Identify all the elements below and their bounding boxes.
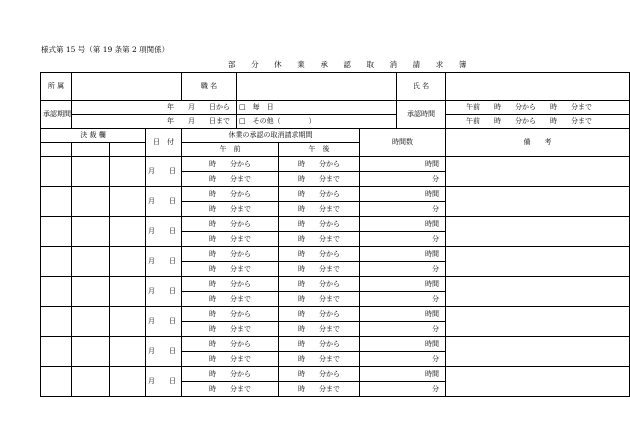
am-to-cell[interactable]: 時 分まで <box>182 382 279 397</box>
column-header-row-1 <box>41 129 630 143</box>
pm-to-cell[interactable]: 時 分まで <box>279 172 360 187</box>
decision-stamp-cell[interactable] <box>72 157 110 187</box>
minutes-cell[interactable]: 分 <box>360 172 446 187</box>
am-to-cell[interactable]: 時 分まで <box>182 292 279 307</box>
affiliation-field[interactable] <box>72 73 182 101</box>
record-row <box>41 337 630 352</box>
record-row <box>41 307 630 322</box>
decision-stamp-cell[interactable] <box>72 307 110 337</box>
am-from-cell[interactable]: 時 分から <box>182 187 279 202</box>
form-title: 部 分 休 業 承 認 取 消 請 求 簿 <box>228 60 473 69</box>
approval-row-1 <box>41 101 630 115</box>
date-cell[interactable]: 月 日 <box>146 247 182 277</box>
remarks-cell[interactable] <box>446 217 630 247</box>
post-field[interactable] <box>237 73 397 101</box>
record-row <box>41 247 630 262</box>
decision-stamp-cell[interactable] <box>72 337 110 367</box>
decision-stamp-cell[interactable] <box>72 367 110 397</box>
decision-stamp-cell[interactable] <box>72 277 110 307</box>
decision-stamp-cell[interactable] <box>110 277 146 307</box>
date-cell[interactable]: 月 日 <box>146 367 182 397</box>
decision-stamp-cell[interactable] <box>110 187 146 217</box>
pm-to-cell[interactable]: 時 分まで <box>279 232 360 247</box>
minutes-cell[interactable]: 分 <box>360 352 446 367</box>
hours-cell[interactable]: 時間 <box>360 337 446 352</box>
remarks-cell[interactable] <box>446 367 630 397</box>
am-column-header: 午 前 <box>182 143 279 157</box>
record-row <box>41 367 630 382</box>
hours-cell[interactable]: 時間 <box>360 247 446 262</box>
am-to-cell[interactable]: 時 分まで <box>182 352 279 367</box>
pm-to-cell[interactable]: 時 分まで <box>279 262 360 277</box>
cancellation-register-table <box>40 72 630 397</box>
minutes-cell[interactable]: 分 <box>360 322 446 337</box>
pm-from-cell[interactable]: 時 分から <box>279 307 360 322</box>
date-column-header: 日 付 <box>146 129 182 157</box>
header-row <box>41 73 630 101</box>
decision-stamp-header-2 <box>72 143 110 157</box>
am-from-cell[interactable]: 時 分から <box>182 157 279 172</box>
date-cell[interactable]: 月 日 <box>146 337 182 367</box>
decision-stamp-cell[interactable] <box>110 307 146 337</box>
decision-stamp-header-1 <box>41 143 72 157</box>
form-reference: 様式第 15 号（第 19 条第 2 項関係） <box>41 45 170 54</box>
hours-column-header: 時間数 <box>360 129 446 157</box>
hours-cell[interactable]: 時間 <box>360 217 446 232</box>
pm-to-cell[interactable]: 時 分まで <box>279 292 360 307</box>
cancel-period-header: 休業の承認の取消請求期間 <box>182 129 360 143</box>
decision-stamp-header-3 <box>110 143 146 157</box>
am-from-cell[interactable]: 時 分から <box>182 367 279 382</box>
minutes-cell[interactable]: 分 <box>360 202 446 217</box>
pm-column-header: 午 後 <box>279 143 360 157</box>
date-cell[interactable]: 月 日 <box>146 157 182 187</box>
pm-from-cell[interactable]: 時 分から <box>279 277 360 292</box>
hours-cell[interactable]: 時間 <box>360 367 446 382</box>
date-cell[interactable]: 月 日 <box>146 307 182 337</box>
date-cell[interactable]: 月 日 <box>146 217 182 247</box>
date-cell[interactable]: 月 日 <box>146 277 182 307</box>
am-to-cell[interactable]: 時 分まで <box>182 322 279 337</box>
remarks-cell[interactable] <box>446 157 630 187</box>
pm-from-cell[interactable]: 時 分から <box>279 157 360 172</box>
pm-from-cell[interactable]: 時 分から <box>279 337 360 352</box>
record-row <box>41 217 630 232</box>
am-to-cell[interactable]: 時 分まで <box>182 232 279 247</box>
am-from-cell[interactable]: 時 分から <box>182 247 279 262</box>
remarks-cell[interactable] <box>446 277 630 307</box>
approval-row-2 <box>41 115 630 129</box>
other-option[interactable]: □ その他（ ） <box>237 115 397 129</box>
decision-stamp-cell[interactable] <box>72 217 110 247</box>
pm-from-cell[interactable]: 時 分から <box>279 217 360 232</box>
decision-stamp-cell[interactable] <box>110 337 146 367</box>
pm-to-cell[interactable]: 時 分まで <box>279 322 360 337</box>
minutes-cell[interactable]: 分 <box>360 232 446 247</box>
name-label: 氏 名 <box>397 73 446 101</box>
decision-stamp-cell[interactable] <box>41 277 72 307</box>
name-field[interactable] <box>446 73 630 101</box>
decision-column-header: 決 裁 欄 <box>41 129 146 143</box>
hours-cell[interactable]: 時間 <box>360 277 446 292</box>
remarks-cell[interactable] <box>446 337 630 367</box>
minutes-cell[interactable]: 分 <box>360 292 446 307</box>
approval-time-line-1[interactable]: 午前 時 分から 時 分まで <box>446 101 630 115</box>
approval-time-label: 承認時間 <box>397 101 446 129</box>
am-to-cell[interactable]: 時 分まで <box>182 202 279 217</box>
decision-stamp-cell[interactable] <box>41 157 72 187</box>
pm-from-cell[interactable]: 時 分から <box>279 187 360 202</box>
decision-stamp-cell[interactable] <box>110 247 146 277</box>
affiliation-label: 所 属 <box>41 73 72 101</box>
decision-stamp-cell[interactable] <box>110 217 146 247</box>
hours-cell[interactable]: 時間 <box>360 307 446 322</box>
record-row <box>41 157 630 172</box>
decision-stamp-cell[interactable] <box>110 367 146 397</box>
post-label: 職 名 <box>182 73 237 101</box>
am-from-cell[interactable]: 時 分から <box>182 217 279 232</box>
decision-stamp-cell[interactable] <box>72 247 110 277</box>
pm-to-cell[interactable]: 時 分まで <box>279 202 360 217</box>
minutes-cell[interactable]: 分 <box>360 382 446 397</box>
decision-stamp-cell[interactable] <box>72 187 110 217</box>
decision-stamp-cell[interactable] <box>41 367 72 397</box>
am-to-cell[interactable]: 時 分まで <box>182 172 279 187</box>
pm-to-cell[interactable]: 時 分まで <box>279 382 360 397</box>
hours-cell[interactable]: 時間 <box>360 157 446 172</box>
decision-stamp-cell[interactable] <box>41 307 72 337</box>
decision-stamp-cell[interactable] <box>41 217 72 247</box>
decision-stamp-cell[interactable] <box>41 337 72 367</box>
record-row <box>41 277 630 292</box>
date-cell[interactable]: 月 日 <box>146 187 182 217</box>
approval-period-to[interactable]: 年 月 日まで <box>72 115 237 129</box>
pm-from-cell[interactable]: 時 分から <box>279 247 360 262</box>
remarks-cell[interactable] <box>446 187 630 217</box>
am-from-cell[interactable]: 時 分から <box>182 307 279 322</box>
approval-time-line-2[interactable]: 午前 時 分から 時 分まで <box>446 115 630 129</box>
minutes-cell[interactable]: 分 <box>360 262 446 277</box>
approval-period-label: 承認期間 <box>41 101 72 129</box>
remarks-cell[interactable] <box>446 247 630 277</box>
am-from-cell[interactable]: 時 分から <box>182 277 279 292</box>
remarks-cell[interactable] <box>446 307 630 337</box>
hours-cell[interactable]: 時間 <box>360 187 446 202</box>
every-day-option[interactable]: □ 毎 日 <box>237 101 397 115</box>
decision-stamp-cell[interactable] <box>41 247 72 277</box>
pm-to-cell[interactable]: 時 分まで <box>279 352 360 367</box>
remarks-column-header: 備 考 <box>446 129 630 157</box>
am-to-cell[interactable]: 時 分まで <box>182 262 279 277</box>
decision-stamp-cell[interactable] <box>41 187 72 217</box>
record-row <box>41 187 630 202</box>
am-from-cell[interactable]: 時 分から <box>182 337 279 352</box>
approval-period-from[interactable]: 年 月 日から <box>72 101 237 115</box>
pm-from-cell[interactable]: 時 分から <box>279 367 360 382</box>
decision-stamp-cell[interactable] <box>110 157 146 187</box>
